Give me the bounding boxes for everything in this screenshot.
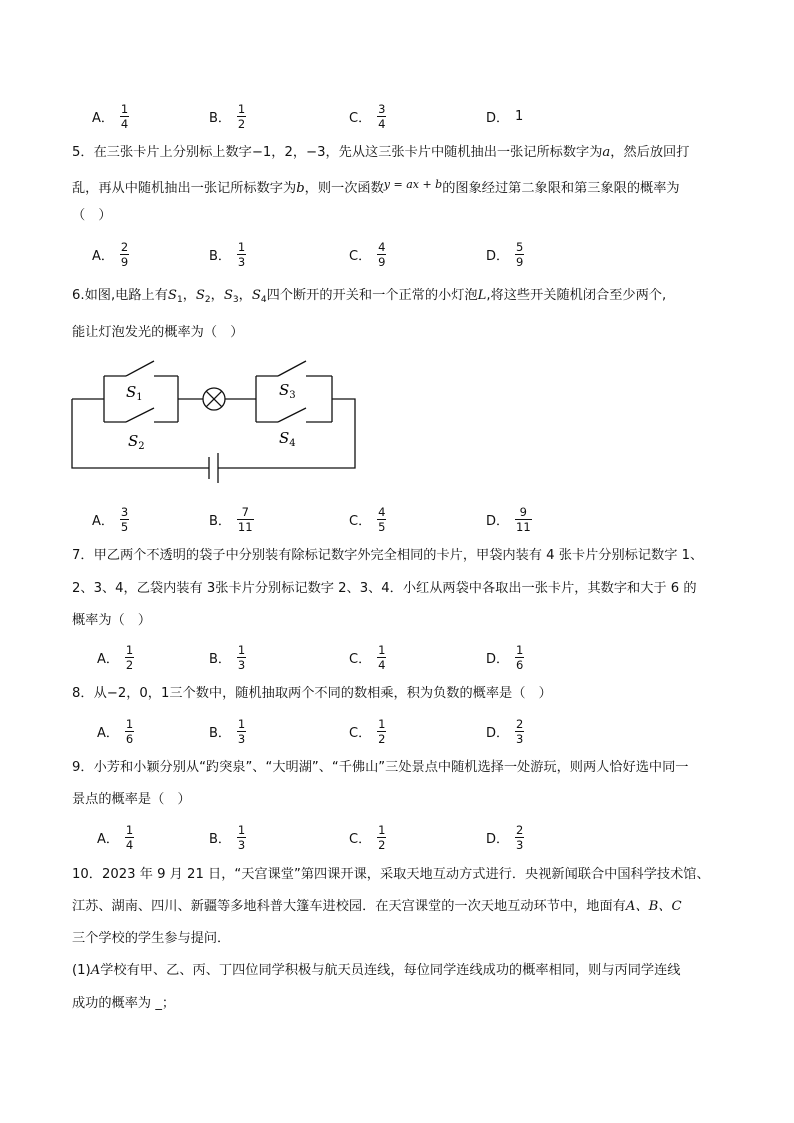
q7-option-d[interactable]: D． $\frac{1}{6}$ [486, 642, 524, 672]
q7-line-3: 概率为（ ） [72, 613, 152, 628]
q8-line-1: 8．从−2，0，1三个数中，随机抽取两个不同的数相乘，积为负数的概率是（ ） [72, 686, 552, 701]
q9-option-b[interactable]: B． $\frac{1}{3}$ [209, 822, 246, 852]
q4-options [0, 96, 794, 136]
q4-option-b[interactable]: B． $\frac{1}{2}$ [209, 101, 246, 131]
switch-s1-label: $S_1$ [126, 383, 143, 403]
q7-line-2: 2、3、4，乙袋内装有 3张卡片分别标记数字 2、3、4．小红从两袋中各取出一张卡片，其数字和大于 6 的 [72, 581, 697, 596]
q9-line-1: 9．小芳和小颖分别从“趵突泉”、“大明湖”、“千佛山”三处景点中随机选择一处游玩，则两人恰好选中同一 [72, 760, 689, 775]
q5-formula: y = ax + b [383, 178, 443, 191]
q9-option-a[interactable]: A． $\frac{1}{4}$ [97, 822, 134, 852]
fraction: $\frac{1}{4}$ [378, 642, 386, 672]
fraction: $\frac{1}{4}$ [120, 101, 129, 131]
q4-option-d[interactable]: D． 1 [486, 108, 524, 126]
fraction: $\frac{3}{4}$ [378, 101, 386, 131]
q5-option-c[interactable]: C． $\frac{4}{9}$ [349, 239, 386, 269]
q5-line-3: （ ） [72, 208, 112, 223]
q6-option-a[interactable]: A． $\frac{3}{5}$ [92, 504, 129, 534]
q7-option-c[interactable]: C． $\frac{1}{4}$ [349, 642, 386, 672]
fraction: $\frac{1}{6}$ [516, 642, 524, 672]
switch-s3-label: $S_3$ [279, 381, 296, 401]
q6-option-b[interactable]: B． $\frac{7}{11}$ [209, 504, 253, 534]
fraction: $\frac{5}{9}$ [516, 239, 524, 269]
fraction: $\frac{3}{5}$ [120, 504, 129, 534]
q7-option-a[interactable]: A． $\frac{1}{2}$ [97, 642, 134, 672]
q9-line-2: 景点的概率是（ ） [72, 792, 191, 807]
fraction: $\frac{1}{3}$ [237, 716, 246, 746]
q8-option-c[interactable]: C． $\frac{1}{2}$ [349, 716, 386, 746]
q10-sub1-line-1: (1)A学校有甲、乙、丙、丁四位同学积极与航天员连线，每位同学连线成功的概率相同，则与丙同学连线 [72, 963, 681, 978]
q10-sub1-line-2: 成功的概率为 _； [72, 996, 176, 1011]
q5-line-1: 5．在三张卡片上分别标上数字−1，2，−3，先从这三张卡片中随机抽出一张记所标数字为a，然后放回打 [72, 145, 690, 160]
q5-options [0, 234, 794, 274]
fraction: $\frac{2}{3}$ [516, 822, 524, 852]
fraction: $\frac{1}{2}$ [237, 101, 246, 131]
q10-line-1: 10．2023 年 9 月 21 日，“天宫课堂”第四课开课，采取天地互动方式进行．央视新闻联合中国科学技术馆、 [72, 867, 710, 882]
fraction: $\frac{7}{11}$ [237, 504, 253, 534]
q5-line-2: 乱，再从中随机抽出一张记所标数字为b，则一次函数$^{y = ax + b}$的图象经过第二象限和第三象限的概率为 [72, 178, 680, 196]
q5-option-a[interactable]: A． $\frac{2}{9}$ [92, 239, 129, 269]
fraction: $\frac{1}{6}$ [125, 716, 134, 746]
q8-option-a[interactable]: A． $\frac{1}{6}$ [97, 716, 134, 746]
q8-option-b[interactable]: B． $\frac{1}{3}$ [209, 716, 246, 746]
fraction: $\frac{9}{11}$ [516, 504, 531, 534]
q7-line-1: 7．甲乙两个不透明的袋子中分别装有除标记数字外完全相同的卡片，甲袋内装有 4 张卡片分别标记数字 1、 [72, 548, 704, 563]
q7-options [0, 637, 794, 677]
circuit-diagram [66, 355, 362, 487]
fraction: $\frac{4}{9}$ [378, 239, 386, 269]
q6-options [0, 499, 794, 539]
q4-option-c[interactable]: C． $\frac{3}{4}$ [349, 101, 386, 131]
q5-option-d[interactable]: D． $\frac{5}{9}$ [486, 239, 524, 269]
q9-option-c[interactable]: C． $\frac{1}{2}$ [349, 822, 386, 852]
fraction: $\frac{1}{2}$ [125, 642, 134, 672]
fraction: $\frac{1}{3}$ [237, 239, 246, 269]
q10-line-2: 江苏、湖南、四川、新疆等多地科普大篷车进校园．在天宫课堂的一次天地互动环节中，地面有A、B、C [72, 899, 682, 914]
fraction: $\frac{1}{2}$ [378, 716, 386, 746]
q9-option-d[interactable]: D． $\frac{2}{3}$ [486, 822, 524, 852]
switch-s4-label: $S_4$ [279, 429, 296, 449]
fraction: $\frac{1}{4}$ [125, 822, 134, 852]
q7-option-b[interactable]: B． $\frac{1}{3}$ [209, 642, 246, 672]
fraction: $\frac{2}{3}$ [516, 716, 524, 746]
q8-option-d[interactable]: D． $\frac{2}{3}$ [486, 716, 524, 746]
fraction: $\frac{4}{5}$ [378, 504, 386, 534]
q10-line-3: 三个学校的学生参与提问． [72, 931, 231, 946]
q6-line-1: 6.如图,电路上有$S_1$，$S_2$，$S_3$，$S_4$四个断开的开关和一个正常的小灯泡L,将这些开关随机闭合至少两个, [72, 288, 667, 305]
q8-options [0, 711, 794, 751]
q6-option-c[interactable]: C． $\frac{4}{5}$ [349, 504, 386, 534]
fraction: $\frac{1}{2}$ [378, 822, 386, 852]
q9-options [0, 817, 794, 857]
fraction: $\frac{2}{9}$ [120, 239, 129, 269]
q5-option-b[interactable]: B． $\frac{1}{3}$ [209, 239, 246, 269]
q4-option-a[interactable]: A． $\frac{1}{4}$ [92, 101, 129, 131]
q6-option-d[interactable]: D． $\frac{9}{11}$ [486, 504, 531, 534]
switch-s2-label: $S_2$ [128, 432, 145, 452]
q6-line-2: 能让灯泡发光的概率为（ ） [72, 325, 244, 340]
fraction: $\frac{1}{3}$ [237, 822, 246, 852]
fraction: $\frac{1}{3}$ [237, 642, 246, 672]
